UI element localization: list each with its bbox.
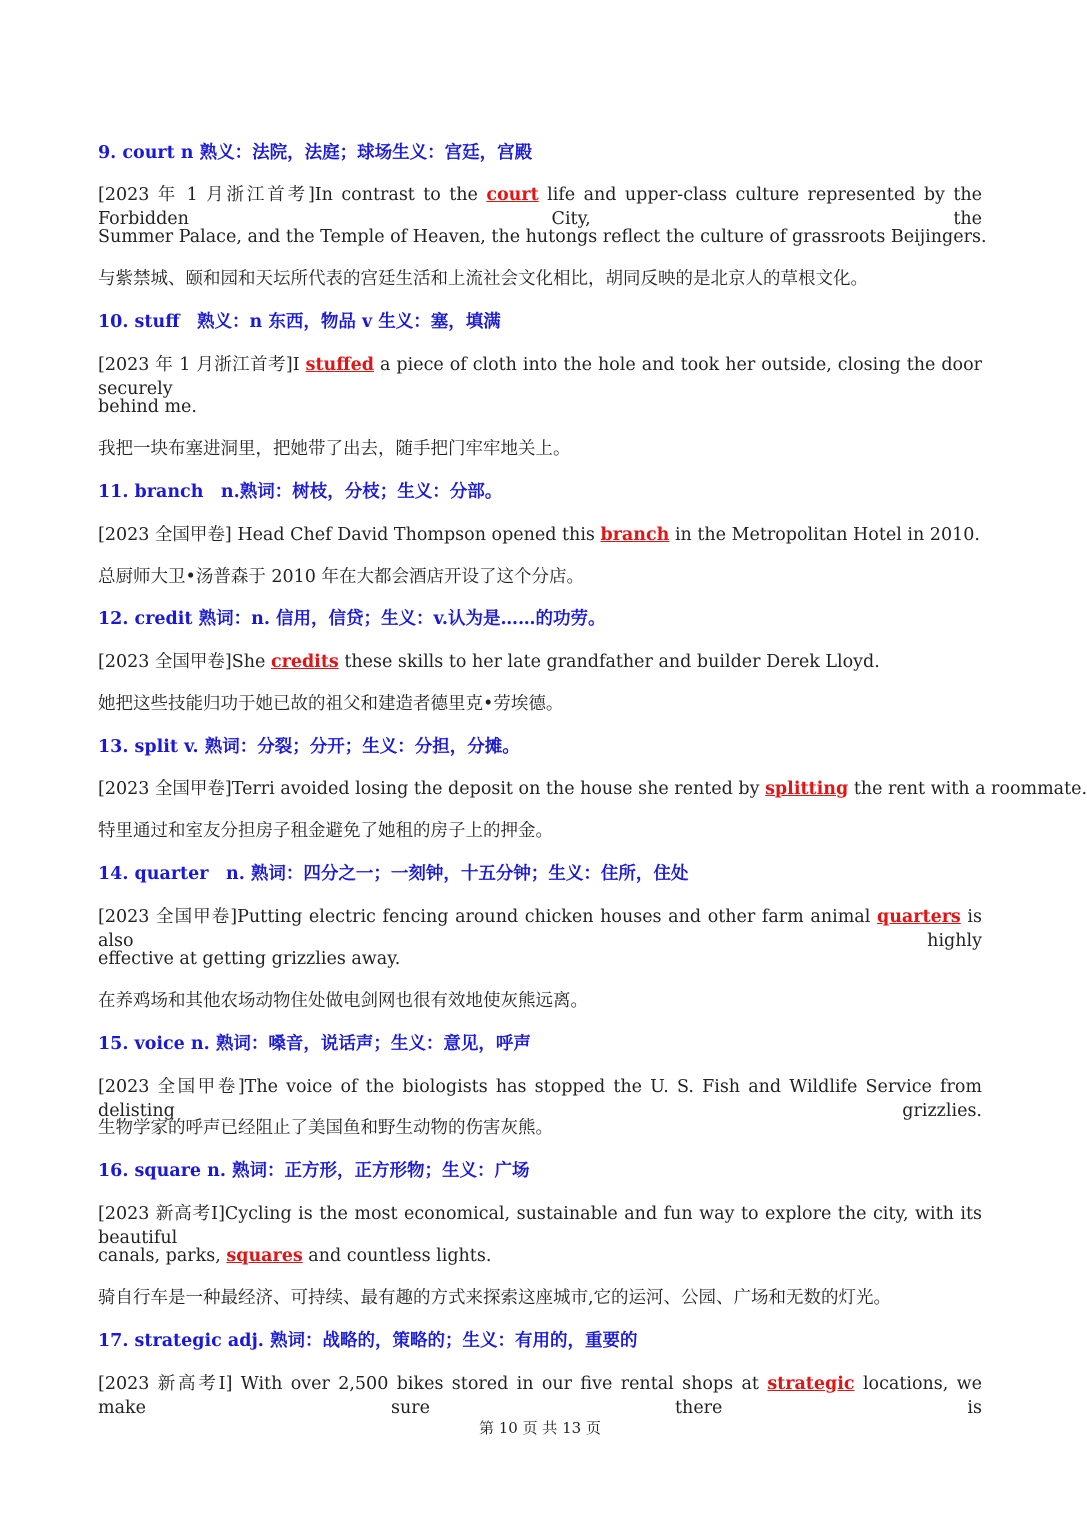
- translation: 与紫禁城、颐和园和天坛所代表的宫廷生活和上流社会文化相比，胡同反映的是北京人的草根文化。: [98, 269, 868, 289]
- sentence-text: in the Metropolitan Hotel in 2010.: [669, 525, 980, 545]
- sentence-text: canals, parks,: [98, 1246, 227, 1266]
- entry-heading: 9. court n 熟义：法院，法庭；球场生义：宫廷，宫殿: [98, 143, 533, 163]
- example-sentence: [2023 新高考I]Cycling is the most economical, sustainable and fun way to explore the city, with its beautiful: [98, 1204, 982, 1248]
- entry-heading: 13. split v. 熟词：分裂；分开；生义：分担，分摊。: [98, 737, 520, 757]
- entry-heading: 17. strategic adj. 熟词：战略的，策略的；生义：有用的，重要的: [98, 1331, 638, 1351]
- sentence-text: and countless lights.: [302, 1246, 492, 1266]
- page-footer: 第 10 页 共 13 页: [478, 1419, 601, 1437]
- entry-heading: 14. quarter n. 熟词：四分之一；一刻钟，十五分钟；生义：住所，住处: [98, 864, 689, 884]
- keyword: squares: [226, 1246, 303, 1266]
- keyword: quarters: [876, 907, 961, 927]
- example-sentence: [98, 905, 982, 951]
- sentence-text: these skills to her late grandfather and builder Derek Lloyd.: [338, 652, 880, 672]
- example-sentence: [2023 全国甲卷]The voice of the biologists has stopped the U. S. Fish and Wildlife Service from delisting grizzlies.: [98, 1077, 982, 1121]
- example-sentence: [98, 777, 1087, 801]
- translation: 总厨师大卫•汤普森于 2010 年在大都会酒店开设了这个分店。: [98, 567, 584, 587]
- translation: 骑自行车是一种最经济、可持续、最有趣的方式来探索这座城市,它的运河、公园、广场和无数的灯光。: [98, 1288, 892, 1308]
- example-sentence: [98, 1372, 982, 1418]
- keyword: stuffed: [305, 355, 375, 375]
- example-sentence: [98, 650, 982, 674]
- sentence-text: [2023 全国甲卷]She: [98, 652, 271, 672]
- entry-heading: 10. stuff 熟义：n 东西，物品 v 生义：塞，填满: [98, 312, 501, 332]
- example-sentence-cont: behind me.: [98, 397, 197, 417]
- sentence-text: [2023 全国甲卷]Putting electric fencing around chicken houses and other farm animal: [98, 907, 877, 927]
- example-sentence: [98, 523, 982, 547]
- translation: 特里通过和室友分担房子租金避免了她租的房子上的押金。: [98, 821, 553, 841]
- example-sentence: [98, 353, 982, 399]
- sentence-text: [2023 全国甲卷]Terri avoided losing the deposit on the house she rented by: [98, 779, 766, 799]
- translation: 生物学家的呼声已经阻止了美国鱼和野生动物的伤害灰熊。: [98, 1118, 553, 1138]
- keyword: credits: [270, 652, 339, 672]
- sentence-text: [2023 新高考I] With over 2,500 bikes stored in our five rental shops at: [98, 1374, 768, 1394]
- sentence-text: the rent with a roommate.: [848, 779, 1087, 799]
- sentence-text: [2023 年 1 月浙江首考]I: [98, 355, 306, 375]
- keyword: splitting: [765, 779, 849, 799]
- entry-heading: 11. branch n.熟词：树枝，分枝；生义：分部。: [98, 482, 503, 502]
- keyword: branch: [600, 525, 670, 545]
- translation: 在养鸡场和其他农场动物住处做电剑网也很有效地使灰熊远离。: [98, 991, 588, 1011]
- translation: 她把这些技能归功于她已故的祖父和建造者德里克•劳埃德。: [98, 694, 564, 714]
- example-sentence-cont: effective at getting grizzlies away.: [98, 949, 401, 969]
- sentence-text: [2023 年 1 月浙江首考]In contrast to the: [98, 185, 487, 205]
- sentence-text: [2023 全国甲卷] Head Chef David Thompson opened this: [98, 525, 601, 545]
- entry-heading: 12. credit 熟词：n. 信用，信贷；生义：v.认为是……的功劳。: [98, 609, 606, 629]
- keyword: court: [486, 185, 539, 205]
- sentence-text: is also highly: [98, 907, 982, 951]
- entry-heading: 16. square n. 熟词：正方形，正方形物；生义：广场: [98, 1161, 530, 1181]
- example-sentence: [98, 183, 982, 229]
- example-sentence-cont: [98, 1244, 982, 1268]
- translation: 我把一块布塞进洞里，把她带了出去，随手把门牢牢地关上。: [98, 439, 571, 459]
- sentence-text: locations, we make sure there is: [98, 1374, 982, 1418]
- entry-heading: 15. voice n. 熟词：嗓音，说话声；生义：意见，呼声: [98, 1034, 531, 1054]
- keyword: strategic: [767, 1374, 855, 1394]
- sentence-text: life and upper-class culture represented by the Forbidden City, the: [98, 185, 982, 229]
- sentence-text: a piece of cloth into the hole and took her outside, closing the door securely: [98, 355, 982, 399]
- example-sentence-cont: Summer Palace, and the Temple of Heaven, the hutongs reflect the culture of grassroots Beijingers.: [98, 227, 987, 247]
